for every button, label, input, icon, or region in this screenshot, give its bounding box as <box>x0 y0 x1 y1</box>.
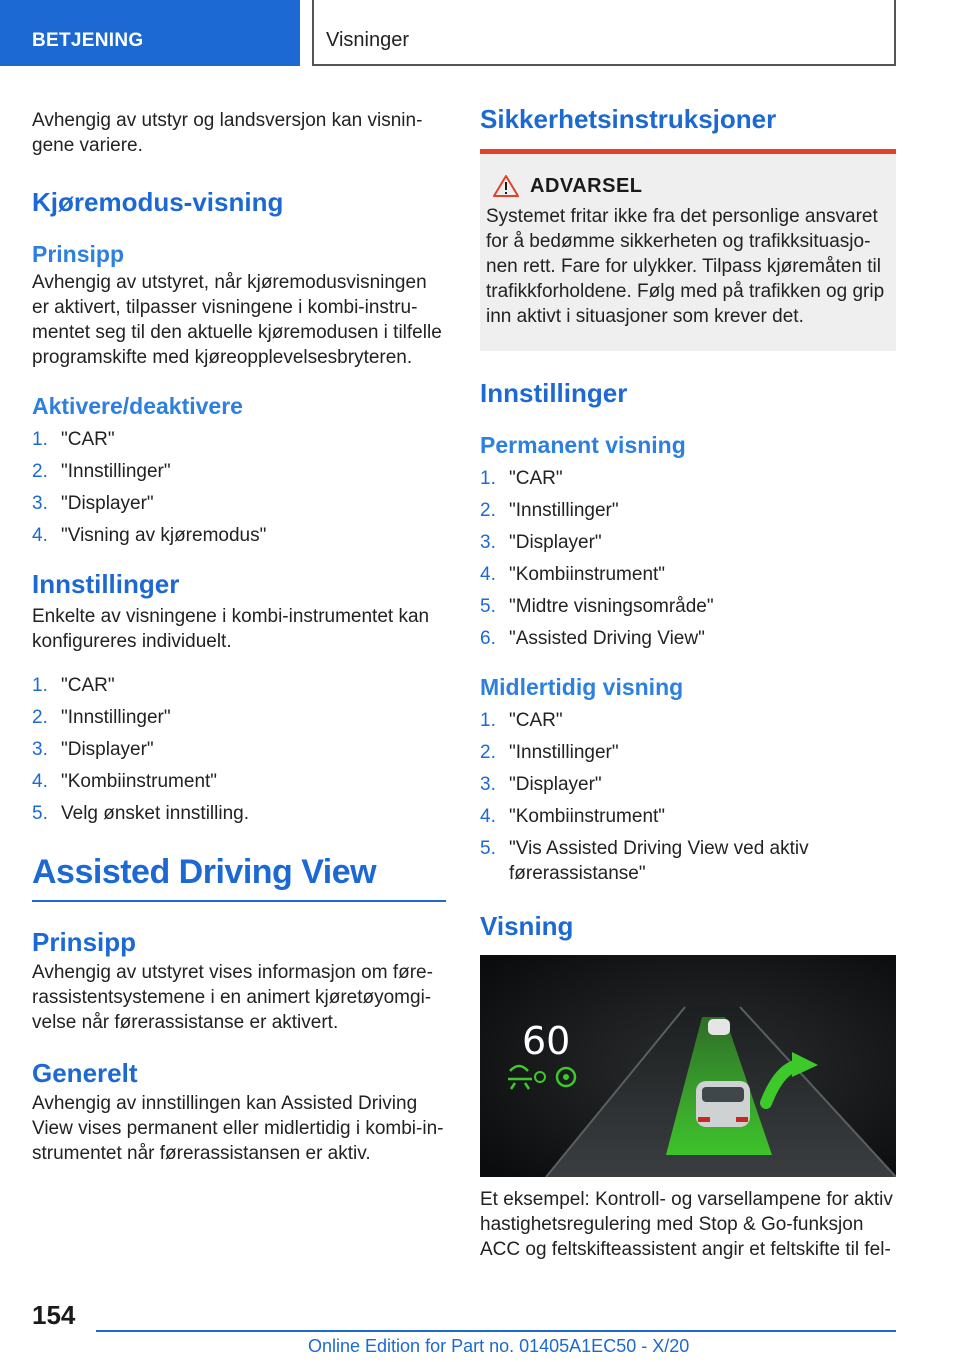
step-number: 4. <box>480 806 496 827</box>
driving-mode-heading: Kjøremodus-visning <box>32 187 284 217</box>
list-item <box>32 491 446 516</box>
warning-text: Systemet fritar ikke fra det personlige ansvaret for å bedømme sikkerheten og trafikksituasjonen rett. Fare for ulykker. Tilpass kjøremåten til trafikkforholdene. Følg med på trafikken og grip inn aktivt i situasjoner som krever det. <box>486 206 885 327</box>
step-number: 2. <box>480 742 496 763</box>
step-text: "CAR" <box>61 429 115 450</box>
permanent-heading: Permanent visning <box>480 432 686 458</box>
list-item <box>480 562 896 587</box>
page-title-tab: Visninger <box>312 0 896 66</box>
step-number: 3. <box>32 493 48 514</box>
list-item <box>480 594 896 619</box>
step-number: 5. <box>32 803 48 824</box>
step-number: 3. <box>32 739 48 760</box>
list-item <box>480 466 896 491</box>
adv-principle-text: Avhengig av utstyret vises informasjon om førerassistentsystemene i en animert kjøretøyomgivelse når førerassistanse er aktivert. <box>32 962 433 1033</box>
footer-divider <box>96 1330 896 1332</box>
speed-readout: 60 <box>522 1019 571 1063</box>
list-item <box>480 708 896 733</box>
list-item <box>480 626 896 651</box>
assisted-driving-view-image <box>480 955 896 1177</box>
activate-heading: Aktivere/deaktivere <box>32 393 243 419</box>
step-text: "Midtre visningsområde" <box>509 596 714 617</box>
page-number: 154 <box>32 1300 76 1330</box>
step-number: 1. <box>480 468 496 489</box>
step-text: "Displayer" <box>61 739 154 760</box>
intro-text: Avhengig av utstyr og landsversjon kan visningene variere. <box>32 110 423 156</box>
step-text: "Innstillinger" <box>61 707 171 728</box>
display-heading: Visning <box>480 911 574 941</box>
step-number: 3. <box>480 532 496 553</box>
list-item <box>480 740 896 765</box>
warning-header <box>492 174 890 198</box>
temporary-steps-list <box>480 708 896 886</box>
list-item <box>32 801 446 826</box>
heading-divider <box>32 900 446 902</box>
edition-text: Online Edition for Part no. 01405A1EC50 - X/20 <box>308 1336 690 1356</box>
list-item <box>32 523 446 548</box>
list-item <box>32 737 446 762</box>
step-text: "Kombiinstrument" <box>61 771 218 792</box>
principle-heading: Prinsipp <box>32 241 125 267</box>
step-text: "CAR" <box>509 710 563 731</box>
right-column <box>480 100 896 1262</box>
step-number: 3. <box>480 774 496 795</box>
step-text: "Assisted Driving View" <box>509 628 705 649</box>
permanent-steps-list <box>480 466 896 651</box>
adv-principle-heading: Prinsipp <box>32 927 137 957</box>
safety-heading: Sikkerhetsinstruksjoner <box>480 104 777 134</box>
list-item <box>480 836 896 886</box>
step-number: 2. <box>32 707 48 728</box>
step-text: Velg ønsket innstilling. <box>61 803 249 824</box>
step-text: "CAR" <box>509 468 563 489</box>
assisted-driving-view-heading: Assisted Driving View <box>32 853 377 891</box>
step-text: "Kombiinstrument" <box>509 564 666 585</box>
step-number: 4. <box>32 525 48 546</box>
step-number: 4. <box>32 771 48 792</box>
list-item <box>480 498 896 523</box>
warning-label: ADVARSEL <box>530 174 643 197</box>
step-number: 5. <box>480 838 496 859</box>
warning-triangle-icon <box>492 174 520 198</box>
page-header <box>0 0 960 66</box>
step-text: "Displayer" <box>509 532 602 553</box>
road-scene-graphic <box>480 955 896 1177</box>
list-item <box>32 769 446 794</box>
step-text: "Innstillinger" <box>61 461 171 482</box>
general-text: Avhengig av innstillingen kan Assisted Driving View vises permanent eller midlertidig i kombi-instrumentet når førerassistansen er aktiv. <box>32 1093 444 1164</box>
right-settings-heading: Innstillinger <box>480 378 628 408</box>
step-text: "Displayer" <box>61 493 154 514</box>
step-number: 2. <box>32 461 48 482</box>
general-heading: Generelt <box>32 1058 138 1088</box>
step-number: 2. <box>480 500 496 521</box>
settings-steps-list <box>32 673 446 826</box>
step-text: "Kombiinstrument" <box>509 806 666 827</box>
step-number: 4. <box>480 564 496 585</box>
step-text: "Innstillinger" <box>509 500 619 521</box>
step-number: 5. <box>480 596 496 617</box>
list-item <box>32 459 446 484</box>
step-number: 6. <box>480 628 496 649</box>
list-item <box>32 427 446 452</box>
section-tab: BETJENING <box>0 0 300 66</box>
list-item <box>480 530 896 555</box>
list-item <box>480 772 896 797</box>
step-number: 1. <box>480 710 496 731</box>
activate-steps-list <box>32 427 446 548</box>
step-number: 1. <box>32 675 48 696</box>
step-text: "CAR" <box>61 675 115 696</box>
principle-text: Avhengig av utstyret, når kjøremodusvisningen er aktivert, tilpasser visningene i kombi-instrumentet seg til den aktuelle kjøremodusen i tilfelle programskifte med kjøreopplevelsesbryteren. <box>32 272 442 368</box>
warning-box <box>480 149 896 351</box>
list-item <box>32 705 446 730</box>
settings-text: Enkelte av visningene i kombi-instrumentet kan konfigureres individuelt. <box>32 606 430 652</box>
temporary-heading: Midlertidig visning <box>480 674 684 700</box>
step-text: "Innstillinger" <box>509 742 619 763</box>
settings-heading: Innstillinger <box>32 569 180 599</box>
figure-caption: Et eksempel: Kontroll- og varsellampene for aktiv hastighetsregulering med Stop & Go-funksjon ACC og feltskifteassistent angir et feltskifte til fel- <box>480 1189 893 1260</box>
step-text: "Vis Assisted Driving View ved aktiv førerassistanse" <box>509 838 809 884</box>
step-text: "Visning av kjøremodus" <box>61 525 267 546</box>
step-number: 1. <box>32 429 48 450</box>
list-item <box>480 804 896 829</box>
list-item <box>32 673 446 698</box>
left-column <box>32 100 446 1166</box>
step-text: "Displayer" <box>509 774 602 795</box>
